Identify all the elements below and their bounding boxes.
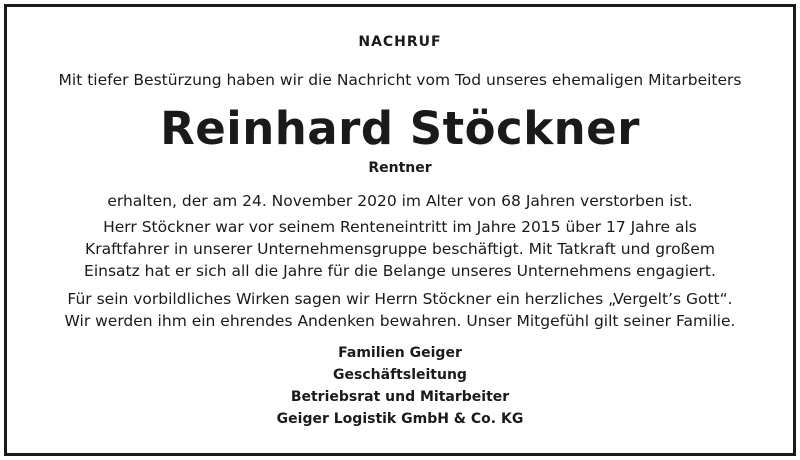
paragraph-line: Für sein vorbildliches Wirken sagen wir Herrn Stöckner ein herzliches „Vergelt’s Gott“. [67,290,733,308]
signer: Familien Geiger [338,345,462,361]
paragraph-line: Einsatz hat er sich all die Jahre für die Belange unseres Unternehmens engagiert. [84,262,716,280]
paragraph-career [0,216,800,282]
signer: Geschäftsleitung [333,367,467,383]
deceased-name: Reinhard Stöckner [160,102,640,155]
paragraph-line: Wir werden ihm ein ehrendes Andenken bewahren. Unser Mitgefühl gilt seiner Familie. [64,312,736,330]
intro-text: Mit tiefer Bestürzung haben wir die Nachricht vom Tod unseres ehemaligen Mitarbeiters [58,71,742,89]
paragraph-line: Kraftfahrer in unserer Unternehmensgruppe beschäftigt. Mit Tatkraft und großem [85,240,715,258]
signer: Betriebsrat und Mitarbeiter [290,389,510,405]
paragraph-death-info [0,190,800,212]
paragraph-line: Herr Stöckner war vor seinem Renteneintritt im Jahre 2015 über 17 Jahre als [103,218,697,236]
paragraph-gratitude [0,288,800,332]
paragraph-line: erhalten, der am 24. November 2020 im Alter von 68 Jahren verstorben ist. [107,192,693,210]
deceased-role: Rentner [368,160,432,176]
signers-block [0,342,800,430]
notice-heading: NACHRUF [358,34,442,50]
signer: Geiger Logistik GmbH & Co. KG [276,411,524,427]
